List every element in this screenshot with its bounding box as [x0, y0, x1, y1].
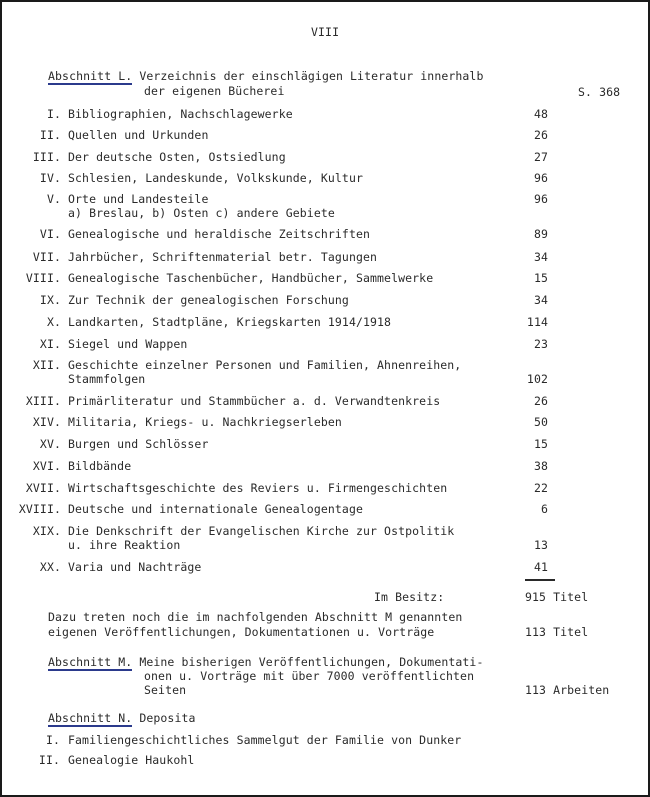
item-roman-numeral: XX. — [39, 560, 61, 574]
item-text: Zur Technik der genealogischen Forschung — [68, 293, 349, 307]
item-count: 34 — [533, 250, 548, 264]
item-text: Primärliteratur und Stammbücher a. d. Verwandtenkreis — [68, 394, 441, 408]
item-roman-numeral: I. — [46, 107, 61, 121]
item-count: 26 — [533, 128, 548, 142]
item-text: Der deutsche Osten, Ostsiedlung — [68, 150, 286, 164]
item-count: 102 — [526, 372, 548, 386]
item-count: 89 — [533, 227, 548, 241]
item-roman-numeral: XIII. — [25, 394, 61, 408]
item-text: Orte und Landesteile — [68, 192, 209, 206]
section-n-item-roman: I. — [45, 733, 60, 747]
item-count: 26 — [533, 394, 548, 408]
item-count: 15 — [533, 271, 548, 285]
item-roman-numeral: XII. — [32, 358, 61, 372]
item-roman-numeral: XVIII. — [18, 502, 61, 516]
item-text-continuation: Stammfolgen — [68, 372, 146, 386]
item-count: 41 — [533, 560, 548, 574]
item-count: 6 — [540, 502, 548, 516]
item-text: Schlesien, Landeskunde, Volkskunde, Kultur — [68, 171, 363, 185]
item-roman-numeral: IX. — [39, 293, 61, 307]
item-text: Wirtschaftsgeschichte des Reviers u. Firmengeschichten — [68, 481, 448, 495]
item-count: 23 — [533, 337, 548, 351]
item-count: 38 — [533, 459, 548, 473]
item-roman-numeral: VII. — [32, 250, 61, 264]
item-count: 15 — [533, 437, 548, 451]
item-count: 50 — [533, 415, 548, 429]
item-roman-numeral: II. — [39, 128, 61, 142]
item-text: Militaria, Kriegs- u. Nachkriegserleben — [68, 415, 342, 429]
dazu-line1: Dazu treten noch die im nachfolgenden Abschnitt M genannten — [48, 610, 463, 624]
item-count: 22 — [533, 481, 548, 495]
item-text-continuation: a) Breslau, b) Osten c) andere Gebiete — [68, 206, 335, 220]
section-l-title-line1: Verzeichnis der einschlägigen Literatur innerhalb — [139, 69, 484, 83]
section-l-page-ref: S. 368 — [578, 85, 621, 99]
section-l-heading — [48, 70, 483, 83]
item-roman-numeral: XV. — [39, 437, 61, 451]
section-n-heading — [48, 712, 196, 725]
section-l-title-line2: der eigenen Bücherei — [144, 84, 285, 98]
item-text: Jahrbücher, Schriftenmaterial betr. Tagungen — [68, 250, 378, 264]
item-text: Landkarten, Stadtpläne, Kriegskarten 1914/1918 — [68, 315, 392, 329]
item-text: Varia und Nachträge — [68, 560, 202, 574]
item-count: 27 — [533, 150, 548, 164]
item-text: Burgen und Schlösser — [68, 437, 209, 451]
dazu-value: 113 Titel — [525, 625, 589, 639]
item-roman-numeral: IV. — [39, 171, 61, 185]
item-count: 13 — [533, 538, 548, 552]
item-roman-numeral: VI. — [39, 227, 61, 241]
section-n-item-text: Familiengeschichtliches Sammelgut der Familie von Dunker — [68, 733, 462, 747]
section-m-label: Abschnitt M. — [48, 655, 133, 669]
item-count: 114 — [526, 315, 548, 329]
section-m-heading — [48, 656, 483, 669]
item-text: Deutsche und internationale Genealogentage — [68, 502, 363, 516]
section-n-item-text: Genealogie Haukohl — [68, 753, 195, 767]
item-roman-numeral: III. — [32, 150, 61, 164]
item-roman-numeral: XVI. — [32, 459, 61, 473]
section-n-title: Deposita — [139, 711, 196, 725]
section-n-label: Abschnitt N. — [48, 711, 133, 725]
item-text: Quellen und Urkunden — [68, 128, 209, 142]
item-roman-numeral: XI. — [39, 337, 61, 351]
total-label: Im Besitz: — [374, 590, 445, 604]
item-text: Bildbände — [68, 459, 132, 473]
item-roman-numeral: X. — [46, 315, 61, 329]
item-text: Die Denkschrift der Evangelischen Kirche zur Ostpolitik — [68, 524, 455, 538]
item-count: 96 — [533, 171, 548, 185]
item-count: 96 — [533, 192, 548, 206]
total-value: 915 Titel — [525, 590, 589, 604]
section-m-value: 113 Arbeiten — [525, 683, 610, 697]
item-text-continuation: u. ihre Reaktion — [68, 538, 181, 552]
item-text: Bibliographien, Nachschlagewerke — [68, 107, 293, 121]
item-roman-numeral: V. — [46, 192, 61, 206]
item-roman-numeral: VIII. — [25, 271, 61, 285]
section-l-label: Abschnitt L. — [48, 69, 133, 83]
item-text: Geschichte einzelner Personen und Familien, Ahnenreihen, — [68, 358, 462, 372]
item-text: Genealogische und heraldische Zeitschriften — [68, 227, 371, 241]
total-rule — [525, 579, 555, 581]
dazu-line2: eigenen Veröffentlichungen, Dokumentationen u. Vorträge — [48, 625, 435, 639]
item-count: 48 — [533, 107, 548, 121]
item-count: 34 — [533, 293, 548, 307]
item-roman-numeral: XIX. — [32, 524, 61, 538]
section-m-line2: onen u. Vorträge mit über 7000 veröffentlichten — [144, 669, 475, 683]
item-roman-numeral: XIV. — [32, 415, 61, 429]
item-roman-numeral: XVII. — [25, 481, 61, 495]
page-number: VIII — [311, 25, 340, 39]
section-m-line3: Seiten — [144, 683, 187, 697]
item-text: Siegel und Wappen — [68, 337, 188, 351]
item-text: Genealogische Taschenbücher, Handbücher, Sammelwerke — [68, 271, 434, 285]
section-m-line1: Meine bisherigen Veröffentlichungen, Dokumentati- — [139, 655, 484, 669]
section-n-item-roman: II. — [38, 753, 60, 767]
